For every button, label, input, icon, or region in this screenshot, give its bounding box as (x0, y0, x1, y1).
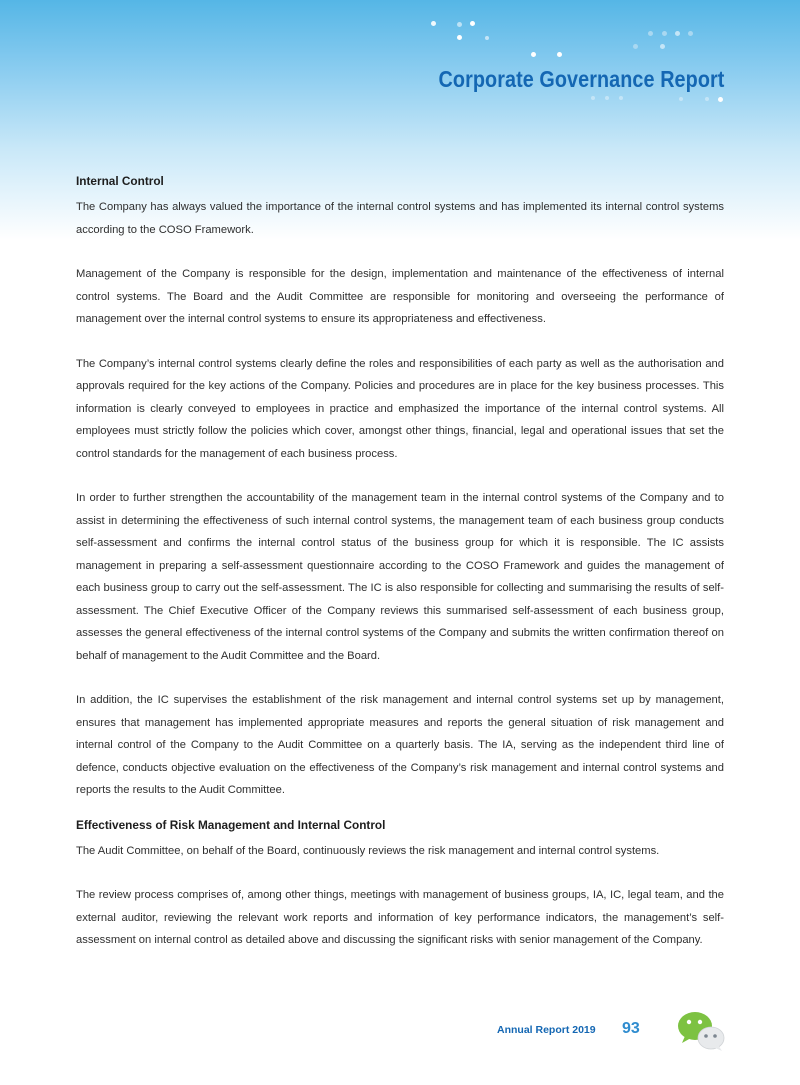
paragraph: Management of the Company is responsible for the design, implementation and maintenance of the effectiveness of internal control systems. The Board and the Audit Committee are responsible for monitoring and overseeing the performance of management over the internal control systems to ensure its appropriateness and effectiveness. (76, 268, 724, 325)
section-heading: Internal Control (76, 174, 164, 188)
decorative-dot (648, 31, 653, 36)
decorative-dot (485, 36, 489, 40)
decorative-dot (688, 31, 693, 36)
decorative-dot (675, 31, 680, 36)
decorative-dot (619, 96, 623, 100)
decorative-dot (662, 31, 667, 36)
footer-label: Annual Report 2019 (497, 1024, 596, 1036)
paragraph: In addition, the IC supervises the establishment of the risk management and internal control systems set up by management, ensures that management has implemented appropriate measures and reports the general situation of risk management and internal control of the Company to the Audit Committee on a quarterly basis. The IA, serving as the independent third line of defence, conducts objective evaluation on the effectiveness of the Company’s risk management and internal control systems and reports the results to the Audit Committee. (76, 694, 724, 796)
decorative-dot (660, 44, 665, 49)
paragraph: In order to further strengthen the accountability of the management team in the internal control systems of the Company and to assist in determining the effectiveness of such internal control systems, the management team of each business group conducts self-assessment and confirms the internal control status of the business group for which it is responsible. The IC assists management in preparing a self-assessment questionnaire according to the COSO Framework and guides the management of each business group to carry out the self-assessment. The IC is also responsible for collecting and summarising the results of self-assessment. The Chief Executive Officer of the Company reviews this summarised self-assessment of each business group, assesses the general effectiveness of the internal control systems of the Company and submits the written confirmation thereof on behalf of management to the Audit Committee and the Board. (76, 492, 724, 662)
section-heading: Effectiveness of Risk Management and Internal Control (76, 817, 386, 832)
main-content (76, 172, 724, 974)
wechat-icon (676, 1010, 726, 1052)
decorative-dot (705, 97, 709, 101)
decorative-dot (557, 52, 562, 57)
decorative-dot (531, 52, 536, 57)
decorative-dot (718, 97, 723, 102)
decorative-dot (470, 21, 475, 26)
paragraph: The Company’s internal control systems clearly define the roles and responsibilities of each party as well as the authorisation and approvals required for the key actions of the Company. Policies and procedures are in place for the key business processes. This information is clearly conveyed to employees in practice and emphasized the importance of the internal control systems. All employees must strictly follow the policies which cover, amongst other things, financial, legal and operational issues that set the control standards for the management of each business process. (76, 357, 724, 460)
report-title: Corporate Governance Report (438, 66, 724, 92)
decorative-dot (633, 44, 638, 49)
decorative-dot (591, 96, 595, 100)
paragraph: The Company has always valued the importance of the internal control systems and has implemented its internal control systems according to the COSO Framework. (76, 201, 724, 236)
paragraph: The Audit Committee, on behalf of the Board, continuously reviews the risk management and internal control systems. (76, 844, 660, 857)
paragraph: The review process comprises of, among other things, meetings with management of business groups, IA, IC, legal team, and the external auditor, reviewing the relevant work reports and information of key performance indicators, the management’s self-assessment on internal control as detailed above and discussing the significant risks with senior management of the Company. (76, 889, 724, 946)
decorative-dot (431, 21, 436, 26)
decorative-dot (457, 22, 462, 27)
decorative-dot (679, 97, 683, 101)
decorative-dot (457, 35, 462, 40)
page-number: 93 (622, 1020, 640, 1037)
decorative-dot (605, 96, 609, 100)
section-internal-control (76, 172, 724, 802)
section-effectiveness (76, 816, 724, 952)
